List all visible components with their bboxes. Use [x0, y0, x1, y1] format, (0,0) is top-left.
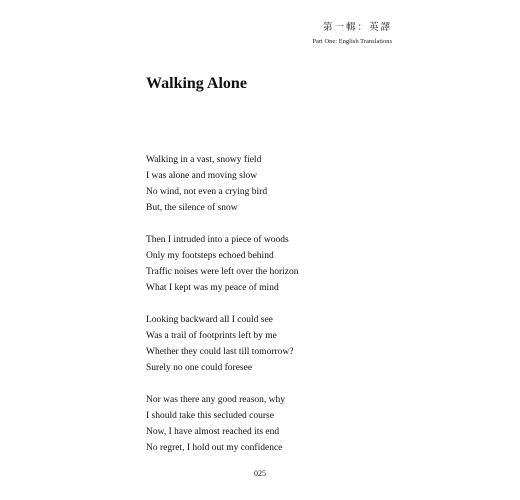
poem-line: No wind, not even a crying bird	[146, 187, 268, 197]
poem-line: Walking in a vast, snowy field	[146, 155, 262, 165]
stanza-2	[146, 232, 406, 296]
poem-title: Walking Alone	[146, 75, 247, 92]
stanza-1	[146, 152, 406, 216]
poem-line: I was alone and moving slow	[146, 171, 258, 181]
stanza-4	[146, 392, 406, 456]
poem-line: No regret, I hold out my confidence	[146, 443, 283, 453]
poem-line: What I kept was my peace of mind	[146, 283, 279, 293]
poem-line: Whether they could last till tomorrow?	[146, 347, 294, 357]
poem-line: But, the silence of snow	[146, 203, 238, 213]
poem-line: Only my footsteps echoed behind	[146, 251, 274, 261]
poem-line: Traffic noises were left over the horizon	[146, 267, 299, 277]
section-title-english: Part One: English Translations	[312, 38, 392, 45]
poem-line: Now, I have almost reached its end	[146, 427, 280, 437]
stanza-3	[146, 312, 406, 376]
section-title-chinese: 第一輯：英譯	[322, 23, 392, 33]
poem-body	[146, 152, 406, 472]
running-head	[312, 22, 392, 47]
poem-line: Looking backward all I could see	[146, 315, 273, 325]
poem-line: I should take this secluded course	[146, 411, 274, 421]
page-number: 025	[254, 469, 266, 478]
poem-line: Was a trail of footprints left by me	[146, 331, 277, 341]
poem-line: Then I intruded into a piece of woods	[146, 235, 289, 245]
poem-line: Nor was there any good reason, why	[146, 395, 286, 405]
poem-line: Surely no one could foresee	[146, 363, 253, 373]
